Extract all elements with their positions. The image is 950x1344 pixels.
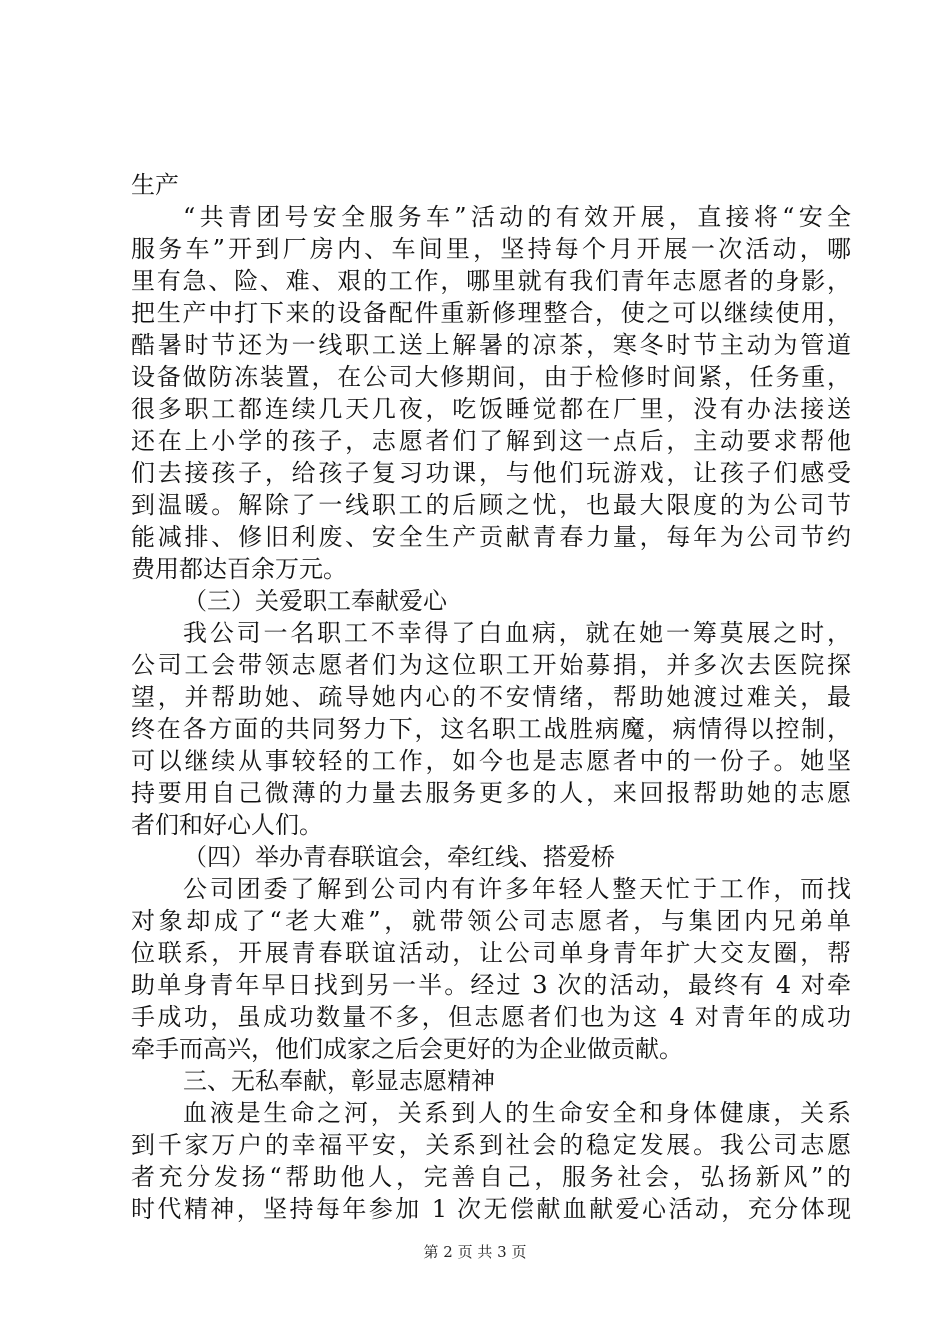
- text-line: 生产: [131, 171, 179, 199]
- text-line: 时代精神，坚持每年参加 1 次无偿献血献爱心活动，充分体现: [131, 1195, 851, 1223]
- text-line: 公司团委了解到公司内有许多年轻人整天忙于工作，而找: [183, 875, 851, 903]
- text-line: 我公司一名职工不幸得了白血病，就在她一筹莫展之时，: [183, 619, 851, 647]
- text-line: 公司工会带领志愿者们为这位职工开始募捐，并多次去医院探: [131, 651, 851, 679]
- page-number-label: 第 2 页 共 3 页: [423, 1243, 527, 1261]
- document-body: [131, 169, 851, 1225]
- text-line: 很多职工都连续几天几夜，吃饭睡觉都在厂里，没有办法接送: [131, 395, 851, 423]
- text-line: 到千家万户的幸福平安，关系到社会的稳定发展。我公司志愿: [131, 1131, 851, 1159]
- text-line: 能减排、修旧利废、安全生产贡献青春力量，每年为公司节约: [131, 523, 851, 551]
- text-line: 位联系，开展青春联谊活动，让公司单身青年扩大交友圈，帮: [131, 939, 851, 967]
- text-line: 手成功，虽成功数量不多，但志愿者们也为这 4 对青年的成功: [131, 1003, 851, 1031]
- text-line: 酷暑时节还为一线职工送上解暑的凉茶，寒冬时节主动为管道: [131, 331, 851, 359]
- page-footer: [0, 1242, 950, 1262]
- text-line: 把生产中打下来的设备配件重新修理整合，使之可以继续使用，: [131, 299, 851, 327]
- text-line: 血液是生命之河，关系到人的生命安全和身体健康，关系: [183, 1099, 851, 1127]
- text-line: 设备做防冻装置，在公司大修期间，由于检修时间紧，任务重，: [131, 363, 851, 391]
- text-line: 还在上小学的孩子，志愿者们了解到这一点后，主动要求帮他: [131, 427, 851, 455]
- text-line: 对象却成了“老大难”，就带领公司志愿者，与集团内兄弟单: [131, 907, 851, 935]
- text-line: 们去接孩子，给孩子复习功课，与他们玩游戏，让孩子们感受: [131, 459, 851, 487]
- text-line: “共青团号安全服务车”活动的有效开展，直接将“安全: [183, 203, 851, 231]
- text-line: 到温暖。解除了一线职工的后顾之忧，也最大限度的为公司节: [131, 491, 851, 519]
- text-line: 持要用自己微薄的力量去服务更多的人，来回报帮助她的志愿: [131, 779, 851, 807]
- text-line: 服务车”开到厂房内、车间里，坚持每个月开展一次活动，哪: [131, 235, 851, 263]
- text-line: 费用都达百余万元。: [131, 555, 347, 583]
- text-line: 里有急、险、难、艰的工作，哪里就有我们青年志愿者的身影，: [131, 267, 851, 295]
- text-line: 者们和好心人们。: [131, 811, 323, 839]
- text-line: 者充分发扬“帮助他人，完善自己，服务社会，弘扬新风”的: [131, 1163, 851, 1191]
- text-line: 助单身青年早日找到另一半。经过 3 次的活动，最终有 4 对牵: [131, 971, 851, 999]
- text-line: （三）关爱职工奉献爱心: [183, 587, 447, 615]
- text-line: 终在各方面的共同努力下，这名职工战胜病魔，病情得以控制，: [131, 715, 851, 743]
- text-line: 望，并帮助她、疏导她内心的不安情绪，帮助她渡过难关，最: [131, 683, 851, 711]
- text-line: 可以继续从事较轻的工作，如今也是志愿者中的一份子。她坚: [131, 747, 851, 775]
- text-line: （四）举办青春联谊会，牵红线、搭爱桥: [183, 843, 615, 871]
- text-line: 三、无私奉献，彰显志愿精神: [183, 1067, 495, 1095]
- text-line: 牵手而高兴，他们成家之后会更好的为企业做贡献。: [131, 1035, 683, 1063]
